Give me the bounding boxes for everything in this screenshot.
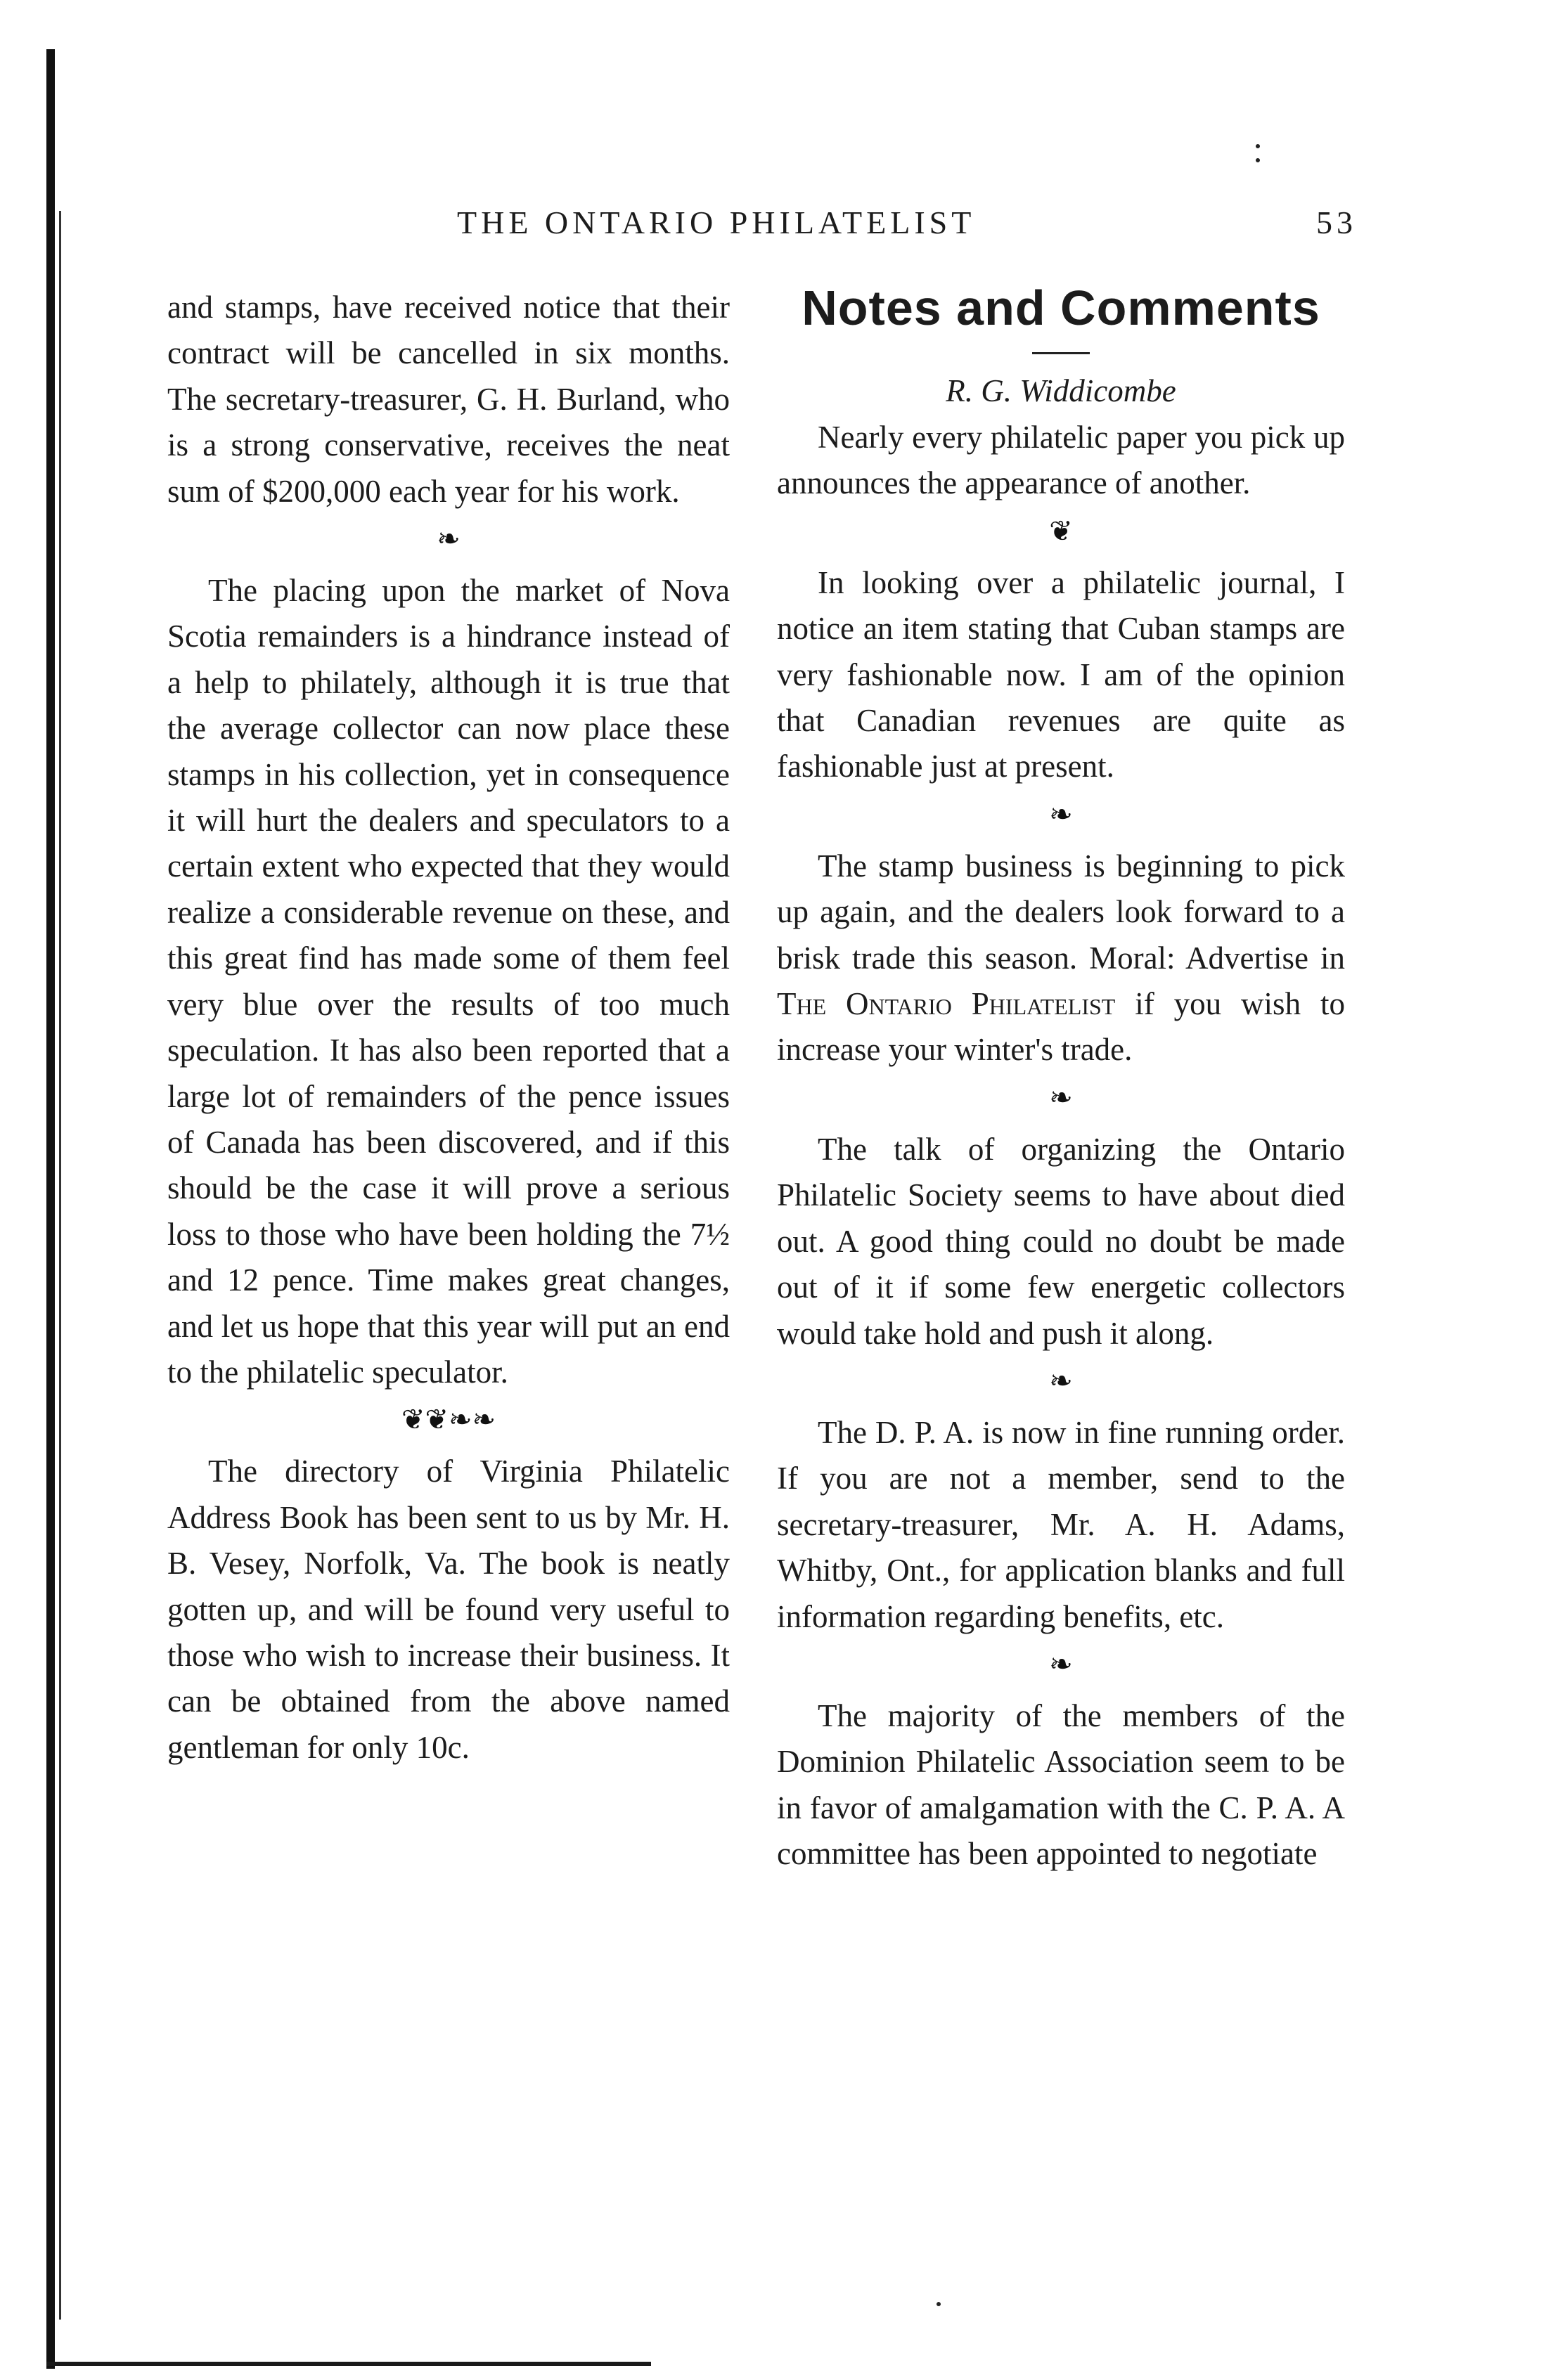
running-title: THE ONTARIO PHILATELIST (457, 205, 976, 240)
fleuron-ornament-icon: ❧ (1049, 1364, 1073, 1397)
fleuron-ornament-icon: ❧ (1049, 1081, 1073, 1113)
fleuron-ornament-icon: ❧ (437, 523, 461, 555)
right-paragraph-6: The majority of the members of the Dominion Philatelic Association seem to be in favor of amalgamation with the C. P. A. A committee has been appointed to negotiate (777, 1697, 1345, 1872)
fleuron-ornament-icon: ❦ (1049, 515, 1073, 547)
print-speck-top-2 (1256, 158, 1260, 162)
right-paragraph-2: In looking over a philatelic journal, I notice an item stating that Cuban stamps are very fashionable now. I am of the opinion that Canadian revenues are quite as fashionable just at present. (777, 564, 1345, 784)
left-paragraph-1: and stamps, have received notice that their contract will be cancelled in six months. The secretary-treasurer, G. H. Burland, who is a strong conservative, receives the neat sum of $200,000 each year for his work. (167, 290, 730, 509)
page-header (162, 204, 1357, 246)
section-title: Notes and Comments (802, 280, 1320, 335)
bottom-edge-rule (46, 2362, 651, 2366)
paragraph-text: The stamp business is beginning to pick up again, and the dealers look forward to a brisk trade this season. Moral: Advertise in (777, 848, 1345, 976)
author-byline: R. G. Widdicombe (946, 373, 1176, 408)
left-paragraph-3: The directory of Virginia Philatelic Address Book has been sent to us by Mr. H. B. Vesey, Norfolk, Va. The book is neatly gotten up, and will be found very useful to those who wish to increase their business. It can be obtained from the above named gentleman for only 10c. (167, 1454, 730, 1765)
right-paragraph-5: The D. P. A. is now in fine running order. If you are not a member, send to the secretary-treasurer, Mr. A. H. Adams, Whitby, Ont., for application blanks and full information regarding benefits, etc. (777, 1414, 1345, 1634)
binding-edge-rule (46, 49, 55, 2369)
print-speck-top (1256, 144, 1260, 148)
title-rule (1032, 352, 1090, 354)
fleuron-divider-icon: ❦❦❧❧ (401, 1404, 496, 1436)
left-paragraph-2: The placing upon the market of Nova Scotia remainders is a hindrance instead of a help to philately, although it is true that the average collector can now place these stamps in his collection, yet in consequence it will hurt the dealers and speculators to a certain extent who expected that they would realize a considerable revenue on these, and this great find has made some of them feel very blue over the results of too much speculation. It has also been reported that a large lot of remainders of the pence issues of Canada has been discovered, and if this should be the case it will prove a serious loss to those who have been holding the 7½ and 12 pence. Time makes great changes, and let us hope that this year will put an end to the philatelic speculator. (167, 573, 730, 1390)
right-paragraph-3 (777, 843, 1345, 1073)
print-speck-bottom (937, 2302, 941, 2306)
left-column (167, 285, 730, 1771)
fleuron-ornament-icon: ❧ (1049, 1648, 1073, 1680)
fleuron-ornament-icon: ❧ (1049, 798, 1073, 830)
journal-name: The Ontario Philatelist (777, 986, 1116, 1022)
right-paragraph-1: Nearly every philatelic paper you pick up announces the appearance of another. (777, 420, 1345, 501)
right-paragraph-4: The talk of organizing the Ontario Philatelic Society seems to have about died out. A good thing could no doubt be made out of it if some few energetic collectors would take hold and push it along. (777, 1131, 1345, 1351)
paragraph-text: if you wish to increase your winter's trade. (777, 986, 1345, 1068)
binding-edge-inner-rule (59, 211, 61, 2320)
page-number: 53 (1316, 205, 1357, 240)
right-column (777, 280, 1345, 1877)
